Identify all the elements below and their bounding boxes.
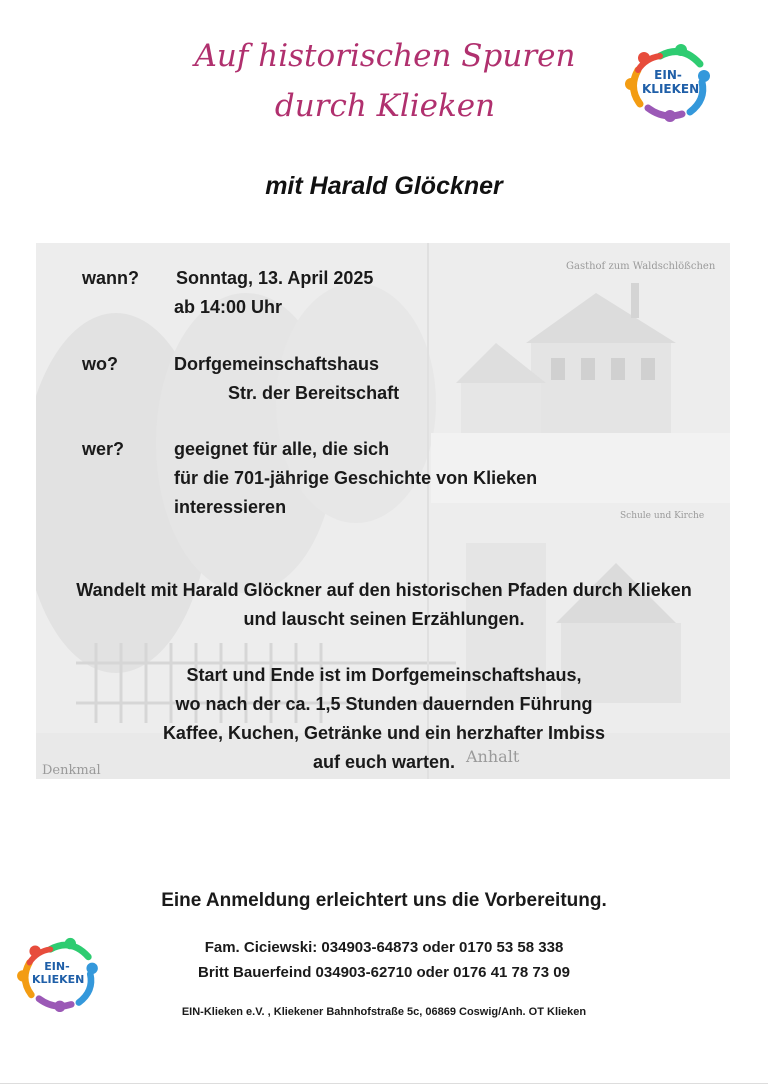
where-venue: Dorfgemeinschaftshaus bbox=[174, 354, 380, 374]
ein-klieken-logo-top bbox=[624, 42, 710, 122]
when-time-wrap bbox=[174, 293, 282, 322]
who-line-2: für die 701-jährige Geschichte von Klieken bbox=[174, 468, 538, 488]
description-p2-line-1: Start und Ende ist im Dorfgemeinschaftshaus, bbox=[186, 665, 582, 685]
who-line-1: geeignet für alle, die sich bbox=[174, 439, 390, 459]
logo-bottom-text-line-1: EIN- bbox=[44, 960, 70, 973]
who-line-3: interessieren bbox=[174, 497, 287, 517]
description-paragraph-2 bbox=[0, 661, 768, 777]
footer-address: EIN-Klieken e.V. , Kliekener Bahnhofstraße 5c, 06869 Coswig/Anh. OT Klieken bbox=[181, 1006, 587, 1018]
logo-text-line-2: KLIEKEN bbox=[642, 82, 700, 96]
description-p1-line-2: und lauscht seinen Erzählungen. bbox=[243, 609, 525, 629]
description-p1-line-1: Wandelt mit Harald Glöckner auf den historischen Pfaden durch Klieken bbox=[76, 580, 692, 600]
description-paragraph-1 bbox=[0, 576, 768, 634]
description-p2-line-4: auf euch warten. bbox=[312, 752, 456, 772]
who-value bbox=[174, 435, 537, 522]
logo-bottom-text-line-2: KLIEKEN bbox=[32, 973, 85, 986]
where-street-wrap bbox=[228, 379, 399, 408]
when-value bbox=[176, 264, 373, 293]
contacts bbox=[0, 935, 768, 985]
who-label: wer? bbox=[82, 439, 125, 459]
description-p2-line-3: Kaffee, Kuchen, Getränke und ein herzhafter Imbiss bbox=[162, 723, 606, 743]
where-street: Str. der Bereitschaft bbox=[228, 383, 400, 403]
photo-caption-top: Gasthof zum Waldschlößchen bbox=[566, 261, 716, 272]
description-p2-line-2: wo nach der ca. 1,5 Stunden dauernden Führung bbox=[175, 694, 593, 714]
contact-2: Britt Bauerfeind 034903-62710 oder 0176 41 78 73 09 bbox=[198, 964, 570, 981]
where-value bbox=[174, 350, 379, 379]
logo-text-line-1: EIN- bbox=[654, 68, 682, 82]
where-label: wo? bbox=[82, 354, 118, 374]
title-line-1: Auf historischen Spuren bbox=[194, 38, 576, 74]
when-date: Sonntag, 13. April 2025 bbox=[176, 268, 374, 288]
when-time: ab 14:00 Uhr bbox=[174, 297, 283, 317]
registration-note: Eine Anmeldung erleichtert uns die Vorbereitung. bbox=[161, 890, 607, 911]
contact-1: Fam. Ciciewski: 034903-64873 oder 0170 53 58 338 bbox=[204, 939, 564, 956]
photo-caption-bottom-left: Denkmal bbox=[42, 763, 101, 778]
when-label: wann? bbox=[82, 268, 139, 288]
photo-caption-bottom-right: Anhalt bbox=[466, 747, 520, 766]
photo-caption-mid: Schule und Kirche bbox=[620, 511, 705, 521]
title-line-2: durch Klieken bbox=[274, 88, 496, 124]
subtitle: mit Harald Glöckner bbox=[265, 172, 503, 200]
